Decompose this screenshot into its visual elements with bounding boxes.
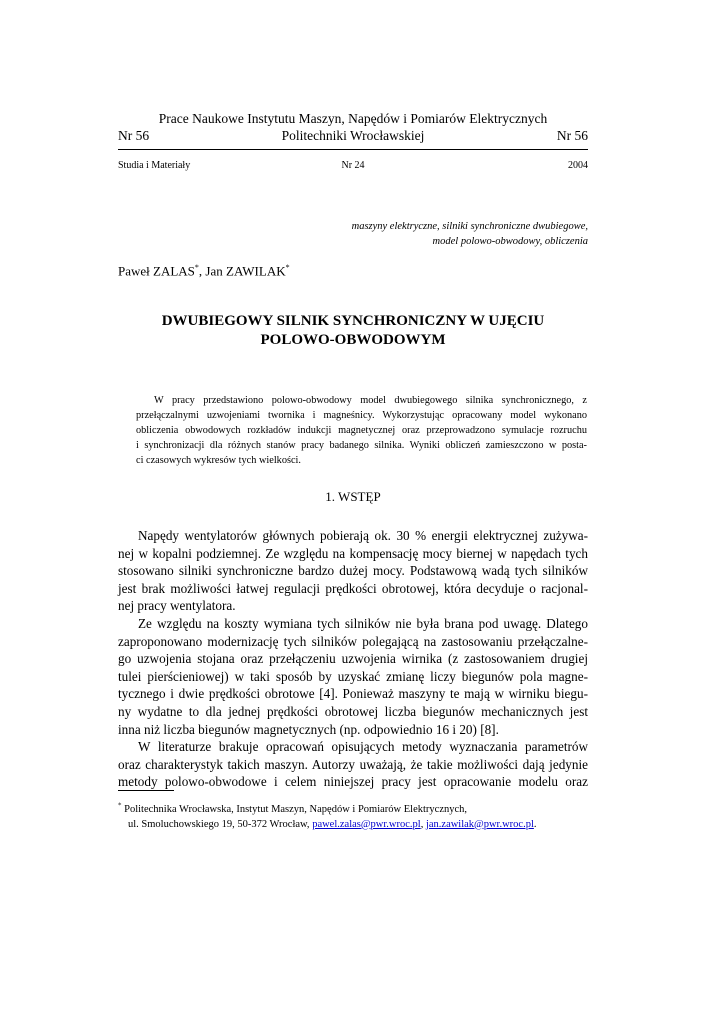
abstract-line: obliczenia obwodowych rozkładów indukcji magnetycznej oraz przeprowadzono symulacje rozruchu (136, 425, 587, 436)
body-line: nej w kopalni podziemnej. Ze względu na kompensację mocy biernej w napędach tych (118, 545, 588, 561)
body-line: W literaturze brakuje opracowań opisujących metody wyznaczania parametrów (138, 739, 588, 755)
abstract (136, 393, 587, 468)
header-rule (118, 149, 588, 150)
footnote-line (118, 801, 468, 815)
body-line: nej pracy wentylatora. (118, 598, 236, 614)
author-footnote-mark: * (194, 263, 199, 272)
series-row (118, 160, 588, 174)
body-line: inna niż liczba biegunów magnetycznych (np. odpowiednio 16 i 20) [8]. (118, 721, 499, 737)
body-text (118, 527, 588, 791)
body-line: oraz charakterystyk takich maszyn. Autorzy uważają, że takie możliwości dają jedynie (118, 756, 588, 772)
footnote-affiliation: Politechnika Wrocławska, Instytut Maszyn, Napędów i Pomiarów Elektrycznych, (121, 803, 468, 815)
footnote (118, 798, 588, 832)
footnote-address: ul. Smoluchowskiego 19, 50-372 Wrocław, (128, 818, 313, 830)
body-line: tulei pierścieniowej) w taki sposób by uzyskać zmianę liczy biegunów pola magne- (118, 668, 588, 684)
footnote-mark: * (118, 801, 122, 809)
keywords (352, 219, 588, 249)
body-line: metody polowo-obwodowe i celem niniejszej pracy jest opracowanie modelu oraz (118, 774, 588, 790)
email-separator: , (420, 818, 426, 830)
footnote-rule (118, 790, 174, 791)
abstract-line: W pracy przedstawiono polowo-obwodowy model dwubiegowego silnika synchronicznego, z (154, 395, 587, 406)
footnote-address-line (118, 817, 588, 832)
author-name: Paweł ZALAS (118, 263, 195, 279)
author-separator: , (198, 263, 206, 279)
abstract-line: przełączalnymi uzwojeniami twornika i magneśnicy. Wykorzystując opracowany model wykonano (136, 410, 587, 421)
title-line: POLOWO-OBWODOWYM (260, 332, 446, 348)
body-line: jest brak możliwości łatwej regulacji prędkości obrotowej, która decyduje o racjonal- (118, 580, 588, 596)
body-line: Ze względu na koszty wymiana tych silników nie była brana pod uwagę. Dlatego (138, 615, 588, 631)
footnote-end: . (533, 818, 537, 830)
body-line: tycznego i dwie prędkości obrotowe [4]. Ponieważ maszyny te mają w wirniku biegu- (118, 686, 588, 702)
body-line: ny wydatne to dla jednej prędkości obrotowej liczba biegunów mechanicznych jest (118, 703, 588, 719)
body-line: zaproponowano modernizację tych silników polegającą na zastosowaniu przełączalne- (118, 633, 588, 649)
author-name: Jan ZAWILAK (205, 263, 286, 279)
author-footnote-mark: * (285, 263, 290, 272)
authors (118, 263, 290, 279)
abstract-line: ci czasowych wykresów tych wielkości. (136, 455, 301, 466)
body-line: go uzwojenia stojana oraz przełączeniu uzwojenia wirnika (z zastosowaniem drugiej (118, 651, 588, 667)
body-line: Napędy wentylatorów głównych pobierają ok. 30 % energii elektrycznej zużywa- (138, 528, 588, 543)
keywords-line: maszyny elektryczne, silniki synchroniczne dwubiegowe, (351, 221, 588, 232)
university-name: Politechniki Wrocławskiej (281, 128, 425, 143)
email-link[interactable]: pawel.zalas@pwr.wroc.pl (312, 818, 421, 830)
journal-header-row (118, 128, 588, 146)
keywords-line: model polowo-obwodowy, obliczenia (432, 236, 588, 247)
body-line: stosowano silniki synchroniczne bardzo dużej mocy. Podstawową wadą tych silników (118, 563, 588, 579)
series-name: Studia i Materiały (118, 160, 191, 171)
email-link[interactable]: jan.zawilak@pwr.wroc.pl (425, 818, 534, 830)
journal-number-right: Nr 56 (556, 128, 588, 143)
abstract-line: i synchronizacji dla różnych stanów pracy badanego silnika. Wyniki obliczeń zamieszczono w posta- (136, 440, 587, 451)
journal-title: Prace Naukowe Instytutu Maszyn, Napędów i Pomiarów Elektrycznych (158, 111, 548, 126)
section-heading: 1. WSTĘP (325, 489, 381, 504)
series-number: Nr 24 (341, 160, 365, 171)
title-line: DWUBIEGOWY SILNIK SYNCHRONICZNY W UJĘCIU (161, 313, 545, 329)
series-year: 2004 (568, 160, 588, 171)
paper-title (118, 312, 588, 350)
journal-number-left: Nr 56 (118, 128, 150, 143)
